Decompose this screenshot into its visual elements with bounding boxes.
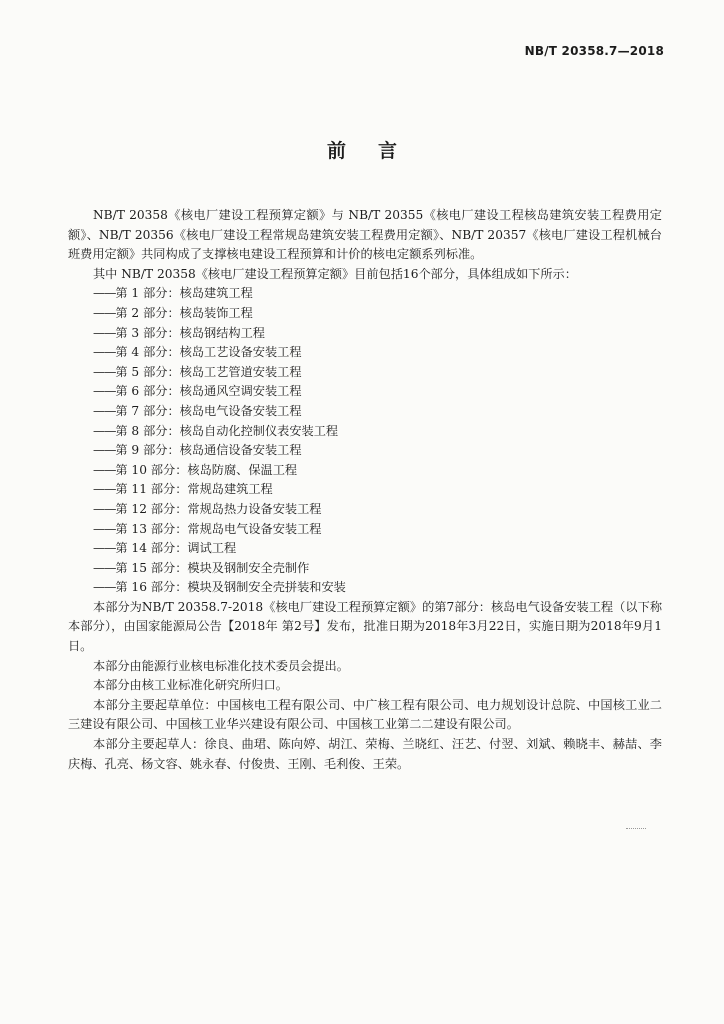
parts-intro-paragraph: 其中 NB/T 20358《核电厂建设工程预算定额》目前包括16个部分，具体组成如下所示： — [93, 266, 577, 281]
proposed-paragraph: 本部分由能源行业核电标准化技术委员会提出。 — [93, 658, 349, 673]
em-dash-marker: —— — [93, 580, 116, 595]
part-name: 核岛建筑工程 — [179, 286, 253, 301]
part-number: 第 5 部分： — [115, 364, 180, 379]
part-name: 核岛工艺管道安装工程 — [179, 364, 302, 379]
part-name: 常规岛建筑工程 — [187, 482, 273, 497]
em-dash-marker: —— — [93, 501, 116, 516]
part-number: 第 4 部分： — [115, 345, 180, 360]
part-list-item — [68, 363, 662, 383]
em-dash-marker: —— — [93, 560, 116, 575]
part-list-item — [68, 382, 662, 402]
em-dash-marker: —— — [93, 345, 116, 360]
part-name: 核岛装饰工程 — [179, 305, 253, 320]
em-dash-marker: —— — [93, 286, 116, 301]
part-list-item — [68, 402, 662, 422]
part-list-item — [68, 304, 662, 324]
page-title: 前言 — [326, 140, 429, 162]
part-list-item — [68, 461, 662, 481]
part-list-item — [68, 441, 662, 461]
part-name: 核岛电气设备安装工程 — [179, 403, 302, 418]
part-name: 核岛通信设备安装工程 — [179, 443, 302, 458]
part-number: 第 12 部分： — [115, 501, 188, 516]
intro-paragraph: NB/T 20358《核电厂建设工程预算定额》与 NB/T 20355《核电厂建设工程核岛建筑安装工程费用定额》、NB/T 20356《核电厂建设工程常规岛建筑安装工程费用定额》、NB/T 20357《核电厂建设工程机械台班费用定额》共同构成了支撑核电建设工程预算和计价的核电定额系列标准。 — [68, 208, 662, 262]
drafting-units-paragraph: 本部分主要起草单位：中国核电工程有限公司、中广核工程有限公司、电力规划设计总院、中国核工业二三建设有限公司、中国核工业华兴建设有限公司、中国核工业第二二建设有限公司。 — [68, 697, 662, 732]
part-number: 第 6 部分： — [115, 384, 180, 399]
em-dash-marker: —— — [93, 462, 116, 477]
part-list-item — [68, 578, 662, 598]
part-number: 第 16 部分： — [115, 580, 188, 595]
em-dash-marker: —— — [93, 384, 116, 399]
part-number: 第 14 部分： — [115, 541, 188, 556]
part-number: 第 1 部分： — [115, 286, 180, 301]
part-list-item — [68, 422, 662, 442]
part-number: 第 10 部分： — [115, 462, 188, 477]
standard-code-header: NB/T 20358.7—2018 — [524, 44, 664, 58]
em-dash-marker: —— — [93, 482, 116, 497]
part-number: 第 2 部分： — [115, 305, 180, 320]
part-list-item — [68, 539, 662, 559]
part-name: 核岛工艺设备安装工程 — [179, 345, 302, 360]
em-dash-marker: —— — [93, 305, 116, 320]
part-list-item — [68, 559, 662, 579]
part-name: 常规岛电气设备安装工程 — [187, 521, 322, 536]
part-number: 第 15 部分： — [115, 560, 188, 575]
em-dash-marker: —— — [93, 541, 116, 556]
em-dash-marker: —— — [93, 364, 116, 379]
part-name: 调试工程 — [187, 541, 237, 556]
part-list-item — [68, 324, 662, 344]
part-name: 核岛通风空调安装工程 — [179, 384, 302, 399]
part-list-item — [68, 284, 662, 304]
part-number: 第 3 部分： — [115, 325, 180, 340]
part-name: 核岛钢结构工程 — [179, 325, 265, 340]
part-name: 常规岛热力设备安装工程 — [187, 501, 322, 516]
parts-list — [68, 284, 662, 598]
part-name: 模块及钢制安全壳制作 — [187, 560, 310, 575]
em-dash-marker: —— — [93, 325, 116, 340]
part-number: 第 13 部分： — [115, 521, 188, 536]
part-number: 第 11 部分： — [115, 482, 188, 497]
part-number: 第 8 部分： — [115, 423, 180, 438]
managed-paragraph: 本部分由核工业标准化研究所归口。 — [93, 678, 288, 693]
scan-dot-mark — [626, 828, 646, 829]
em-dash-marker: —— — [93, 443, 116, 458]
part-name: 核岛自动化控制仪表安装工程 — [179, 423, 339, 438]
part-list-item — [68, 500, 662, 520]
drafters-paragraph: 本部分主要起草人：徐良、曲珺、陈向婷、胡江、荣梅、兰晓红、汪艺、付翌、刘斌、赖晓丰、赫喆、李庆梅、孔亮、杨文容、姚永春、付俊贵、王刚、毛利俊、王荣。 — [68, 737, 662, 771]
part-list-item — [68, 520, 662, 540]
part-number: 第 9 部分： — [115, 443, 180, 458]
em-dash-marker: —— — [93, 403, 116, 418]
part-name: 核岛防腐、保温工程 — [187, 462, 298, 477]
em-dash-marker: —— — [93, 521, 116, 536]
this-part-paragraph: 本部分为NB/T 20358.7-2018《核电厂建设工程预算定额》的第7部分：核岛电气设备安装工程（以下称本部分），由国家能源局公告【2018年 第2号】发布，批准日期为2018年3月22日，实施日期为2018年9月1日。 — [68, 599, 662, 654]
em-dash-marker: —— — [93, 423, 116, 438]
part-list-item — [68, 343, 662, 363]
part-name: 模块及钢制安全壳拼装和安装 — [187, 580, 346, 595]
part-list-item — [68, 480, 662, 500]
part-number: 第 7 部分： — [115, 403, 180, 418]
foreword-body — [68, 206, 662, 774]
